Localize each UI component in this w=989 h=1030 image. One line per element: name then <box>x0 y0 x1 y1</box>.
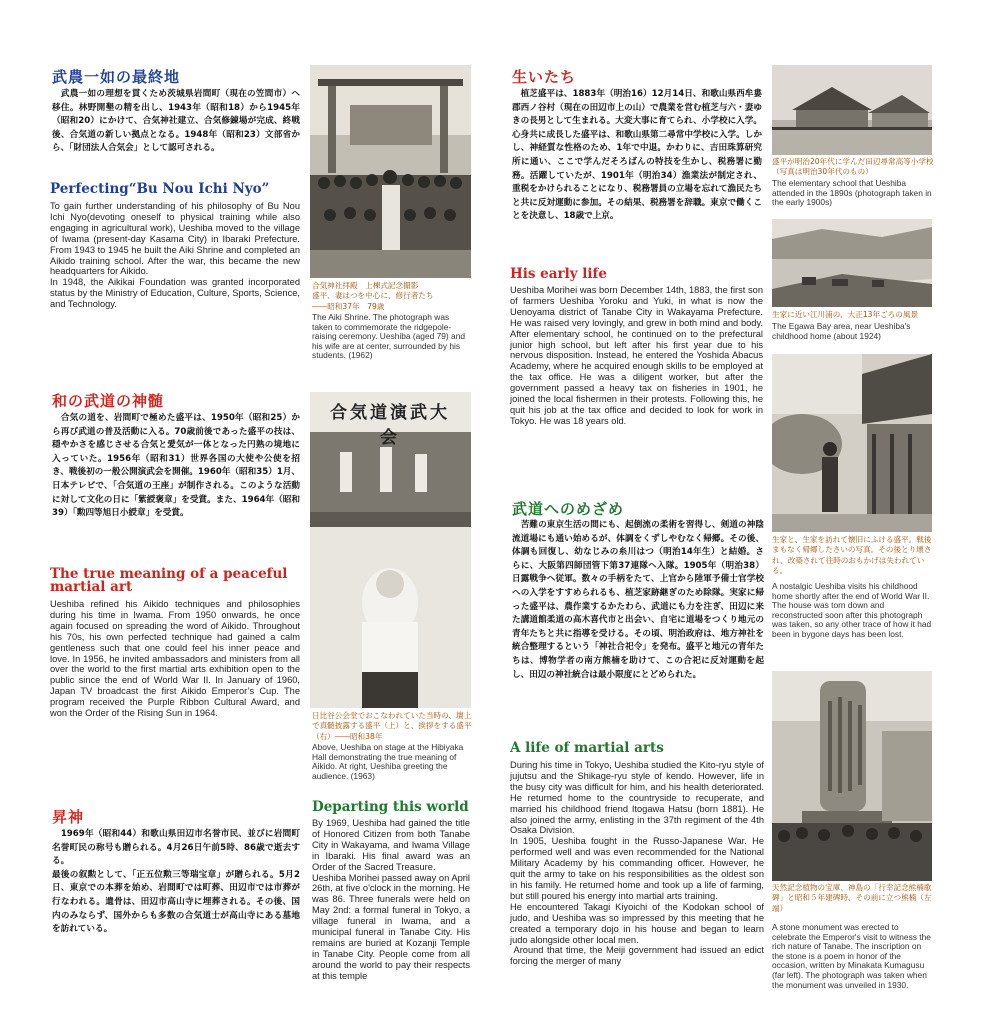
childhood-home-caption-en: A nostalgic Ueshiba visits his childhood home shortly after the end of World War II. The house was torn down and reconstructed soon after this photograph was taken, so any other trace of how it had been in bygone days has been lost. <box>772 581 934 639</box>
section-title-peaceful-art-jp: 和の武道の神髄 <box>52 392 165 410</box>
section-title-awakening-jp: 武道へのめざめ <box>512 500 625 518</box>
section-body-perfecting: To gain further understanding of his philosophy of Bu Nou Ichi Nyo(devoting oneself to physical training while also engaging in agricultural work), Ueshiba moved to the village of Iwama (present-day Kasama City) in Ibaraki Prefecture. From 1943 to 1945 he built the Aiki Shrine and completed an Aikido training school. After the war, this became the new headquarters for Aikido. In 1948, the Aikikai Foundation was granted incorporated status by the Ministry of Education, Culture, Sports, Science, and Technology. <box>50 201 300 310</box>
section-body-peaceful-art-jp: 合気の道を、岩間町で極めた盛平は、1950年（昭和25）から再び武道の普及活動に入る。70歳前後であった盛平の技は、穏やかさを感じさせる合気と愛気が一体となった円熟の境地に入っていた。1956年（昭和31）世界各国の大使や公使を招き、戦後初の一般公開演武会を開催。1960年（昭和35）1月、日本テレビで、「合気道の王座」が制作される。このような活動に対して文化の日に「紫綬褒章」を受賞。また、1964年（昭和39）「勲四等旭日小綬章」を受賞。 <box>52 413 300 519</box>
section-body-early-life: Ueshiba Morihei was born December 14th, 1883, the first son of farmers Ueshiba Yoroku and Yuki, in what is now the Uenoyama district of Tanabe City in Wakayama Prefecture. He was raised very lovingly, and grew in both mind and body. After elementary school, he continued on to the prefectural junior high school, but left after his first year due to his nervous disposition. Instead, he entered the Yoshida Abacus Academy, where he acquired enough skills to be employed at the tax office. He was a diligent worker, but after the government passed a heavy tax on fisheries in 1901, he joined the local fishermen in their protests. Following this, he quit his job at the tax office and decided to look for work in Tokyo. He was 18 years old. <box>510 285 766 426</box>
hibiya-caption-en: Above, Ueshiba on stage at the Hibiyaka Hall demonstrating the true meaning of Aikido. At right, Ueshiba greeting the audience. (1963) <box>312 742 466 781</box>
section-title-martial-life: A life of martial arts <box>510 740 664 756</box>
monument-caption-en: A stone monument was erected to celebrate the Emperor's visit to witness the rich nature of Tanabe. The inscription on the stone is a poem in honor of the occasion, written by Minakata Kumagusu (far left). The photograph was taken when the monument was unveiled in 1930. <box>772 922 934 990</box>
exhibition-banner-text: 合気道演武大会 <box>330 403 450 448</box>
section-body-departing: By 1969, Ueshiba had gained the title of Honored Citizen from both Tanabe City in Wakayama, and Iwama Village in Ibaraki. His final award was an Order of the Sacred Treasure. Ueshiba Morihei passed away on April 26th, at five o'clock in the morning. He was 86. Three funerals were held on May 2nd: a formal funeral in Tokyo, a village funeral in Iwama, and a municipal funeral in Tanabe City. His remains are buried at Kozanji Temple in Tanabe City. People come from all around the world to pay their respects at this temple <box>312 818 470 981</box>
section-body-passing-jp: 1969年（昭和44）和歌山県田辺市名誉市民、並びに岩間町名誉町民の称号も贈られる。4月26日午前5時、86歳で逝去する。 最後の叙勲として、「正五位勲三等瑞宝章」が贈られる。5月2日、東京での本葬を始め、岩間町では町葬、田辺市では市葬が行なわれる。遺骨は、田辺市高山寺に埋葬される。その後、国内のみならず、国外からも多数の合気道士が高山寺にある墓地を訪れている。 <box>52 829 300 935</box>
section-body-final-place: 武農一如の理想を貫くため茨城県岩間町（現在の笠間市）へ移住。林野開墾の精を出し、1943年（昭和18）から1945年（昭和20）にかけて、合気神社建立、合気修錬場が完成、終戦後、合気道の新しい拠点となる。1948年（昭和23）文部省から、「財団法人合気会」として認可される。 <box>52 89 300 154</box>
section-title-early-life: His early life <box>510 266 607 282</box>
aiki-shrine-caption-jp: 合気神社拝殿 上棟式記念撮影 盛平、妻はつを中心に、修行者たち ――昭和37年 79歳 <box>312 281 434 311</box>
section-body-upbringing-jp: 植芝盛平は、1883年（明治16）12月14日、和歌山県西牟婁郡西ノ谷村（現在の田辺市上の山）で農業を営む植芝与六・妻ゆきの長男として生まれる。大変大事に育てられ、小学校に入学。心身共に成長した盛平は、和歌山県第二尋常中学校に入学。しかし、神経質な性格のため、1年で中退。かわりに、吉田珠算研究所に通い、ここで学んだそろばんの特技を生かし、税務署に勤務。活躍していたが、1901年（明治34）漁業法が制定され、重税をかけられることになり、税務署員の立場を忘れて漁民たちと共に反対運動に参加。その結果、税務署を辞職。東京で働くことを決意し、18歳で上京。 <box>512 89 762 222</box>
section-title-true-meaning: The true meaning of a peaceful martial art <box>50 566 288 595</box>
monument-photo <box>772 671 932 881</box>
hibiya-caption-jp: 日比谷公会堂でおこなわれていた当時の、壇上で真髄披露する盛平（上）と、挨拶をする盛平（右）――昭和38年 <box>312 711 472 741</box>
section-title-departing: Departing this world <box>312 799 469 815</box>
elementary-school-photo <box>772 65 932 155</box>
egawa-caption-jp: 生家に近い江川浦の、大正13年ごろの風景 <box>772 310 919 319</box>
monument-caption-jp: 天然記念植物の宝庫、神島の「行幸記念熊楠歌碑」と昭和５年建碑時、その前に立つ熊楠（左端） <box>772 883 932 913</box>
section-title-upbringing-jp: 生いたち <box>512 68 577 86</box>
section-title-passing-jp: 昇神 <box>52 808 85 826</box>
section-body-awakening-jp: 苦難の東京生活の間にも、起倒流の柔術を習得し、剣道の神陰流道場にも通い始めるが、体調をくずしやむなく帰郷。その後、体調も回復し、幼なじみの糸川はつ（明治14年生）と結婚。さらに、大阪第四師団管下第37連隊へ入隊。1905年（明治38）日露戦争へ従軍。数々の手柄をたて、上官から陸軍予備士官学校への入学をすすめられるも、植芝家跡継ぎのため除隊。実家に帰った盛平は、農作業するかたわら、武道にも力を注ぎ、田辺に来た講道館柔道の高木喜代市と出会い、自宅に道場をつくり地元の青年たちと共に指導を受ける。その頃、明治政府は、地方神社を統合整理するという「神社合祀令」を発布。盛平と地元の青年たちは、博物学者の南方熊楠を助けて、この合祀に反対運動を起し、田辺の神社統合は最小限度にとどめられた。 <box>512 520 764 680</box>
school-caption-jp: 盛平が明治20年代に学んだ田辺尋常高等小学校（写真は明治30年代のもの） <box>772 157 934 177</box>
section-body-true-meaning: Ueshiba refined his Aikido techniques and philosophies during his time in Iwama. From 1950 onwards, he once again focused on spreading the word of Aikido. Throughout his 70s, his own perfected technique had gained a calm gentleness such that one could feel his inner peace and love. In 1956, he invited ambassadors and ministers from all over the world to the first martial arts exhibition open to the public since the end of World War II. In January of 1960, Japan TV broadcast the first Aikido Emperor’s Cup. The program received the Purple Ribbon Cultural Award, and won the Order of the Rising Sun in 1964. <box>50 599 303 719</box>
section-title-perfecting: Perfecting“Bu Nou Ichi Nyo” <box>50 181 270 197</box>
childhood-home-caption-jp: 生家と、生家を訪れて懐旧にふける盛平。戦後まもなく帰郷したさいの写真。その後とり壊され、改築されて往時のおもかげは失われている。 <box>772 535 932 576</box>
aiki-shrine-caption-en: The Aiki Shrine. The photograph was taken to commemorate the ridgepole-raising ceremony. Ueshiba (aged 79) and his wife are at center, surrounded by his students. (1962) <box>312 312 468 361</box>
egawa-caption-en: The Egawa Bay area, near Ueshiba's childhood home (about 1924) <box>772 321 913 341</box>
aiki-shrine-group-photo <box>310 65 471 278</box>
section-title-final-place: 武農一如の最終地 <box>52 68 181 86</box>
childhood-home-photo <box>772 354 932 532</box>
egawa-bay-photo <box>772 219 932 307</box>
school-caption-en: The elementary school that Ueshiba attended in the 1890s (photograph taken in the early 1900s) <box>772 178 935 208</box>
section-body-martial-life: During his time in Tokyo, Ueshiba studied the Kito-ryu style of jujutsu and the Shikage-ryu style of kendo. However, life in the busy city was difficult for him, and his health deteriorated. He returned home to the countryside to recuperate, and married his childhood friend Itogawa Hatsu (born 1881). He also joined the army, enlisting in the 37th regiment of the 4th Osaka Division. In 1905, Ueshiba fought in the Russo-Japanese War. He performed well and was even recommended for the National Military Academy by his commanding officer. However, he quit the army to take on his responsibilities as the oldest son in his family. He returned home and took up a life of farming, but still poured his energy into martial arts training. He encountered Takagi Kiyoichi of the Kodokan school of judo, and Ueshiba was so impressed by this meeting that he created a temporary dojo in his house and began to learn judo alongside other local men. Around that time, the Meiji government had issued an edict forcing the merger of many <box>510 760 765 967</box>
